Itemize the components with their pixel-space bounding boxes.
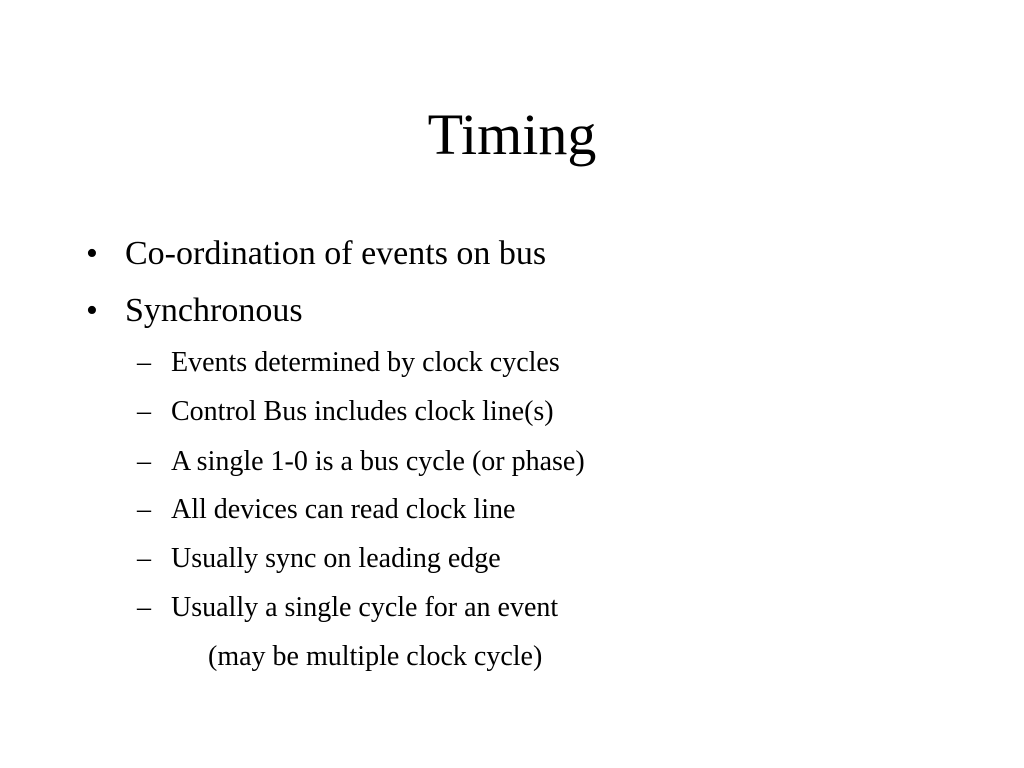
bullet-text: Co-ordination of events on bus	[125, 235, 547, 272]
dash-marker: –	[137, 446, 151, 477]
sub-bullet-text: All devices can read clock line	[171, 494, 516, 525]
sub-bullet-item	[0, 346, 1024, 380]
sub-bullet-text: Usually sync on leading edge	[171, 543, 501, 574]
dash-marker: –	[137, 543, 151, 574]
dash-marker: –	[137, 494, 151, 525]
sub-bullet-item	[0, 542, 1024, 576]
bullet-text: Synchronous	[125, 292, 303, 329]
dash-marker: –	[137, 347, 151, 378]
sub-bullet-item	[0, 445, 1024, 479]
dash-marker: –	[137, 592, 151, 623]
sub-bullet-text: Events determined by clock cycles	[171, 347, 560, 378]
bullet-item	[0, 234, 1024, 274]
bullet-item	[0, 291, 1024, 331]
slide-title: Timing	[427, 102, 597, 167]
sub-bullet-text: Control Bus includes clock line(s)	[171, 396, 554, 427]
bullet-marker: •	[86, 235, 98, 272]
sub-bullet-text: A single 1-0 is a bus cycle (or phase)	[171, 446, 585, 477]
dash-marker: –	[137, 396, 151, 427]
continuation-text: (may be multiple clock cycle)	[208, 641, 543, 672]
sub-bullet-item	[0, 395, 1024, 429]
sub-bullet-item	[0, 591, 1024, 625]
sub-bullet-text: Usually a single cycle for an event	[171, 592, 559, 623]
bullet-marker: •	[86, 292, 98, 329]
sub-bullet-item	[0, 493, 1024, 527]
